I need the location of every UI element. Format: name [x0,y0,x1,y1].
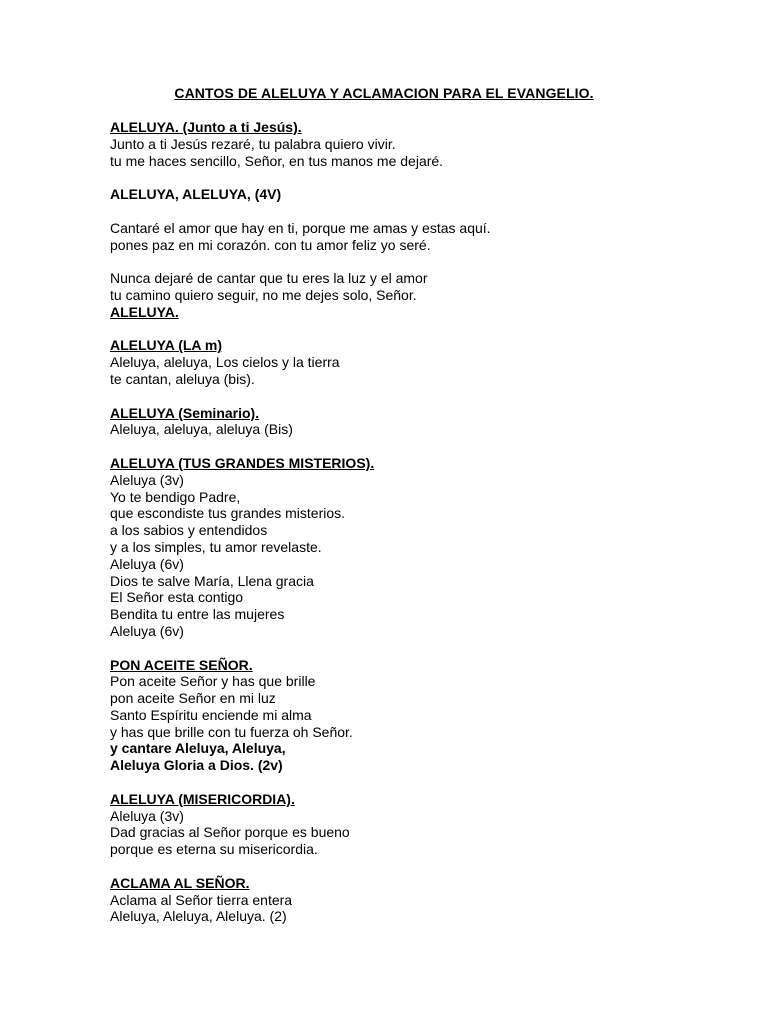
song-line: que escondiste tus grandes misterios. [110,505,346,522]
song-heading: ALELUYA (MISERICORDIA). [110,790,295,807]
document-body [110,119,730,925]
song-line: Dad gracias al Señor porque es bueno [110,824,350,841]
spacer [110,438,730,455]
spacer [110,203,730,220]
song-line: Pon aceite Señor y has que brille [110,673,316,690]
song-line: y a los simples, tu amor revelaste. [110,538,322,555]
song-line: Cantaré el amor que hay en ti, porque me amas y estas aquí. [110,219,491,236]
song-block [110,405,730,439]
song-line: tu me haces sencillo, Señor, en tus manos me dejaré. [110,152,444,169]
song-heading: ACLAMA AL SEÑOR. [110,874,250,891]
refrain-line: y cantare Aleluya, Aleluya, [110,740,286,757]
song-block [110,791,730,858]
song-heading: ALELUYA (TUS GRANDES MISTERIOS). [110,454,375,471]
song-line: Aleluya, Aleluya, Aleluya. (2) [110,908,287,925]
song-line: El Señor esta contigo [110,589,244,606]
song-line: Aleluya (6v) [110,555,184,572]
song-line: Junto a ti Jesús rezaré, tu palabra quiero vivir. [110,135,396,152]
song-line: Aleluya, aleluya, aleluya (Bis) [110,421,293,438]
song-block [110,270,730,320]
song-line: a los sabios y entendidos [110,522,268,539]
song-block [110,455,730,640]
song-line: Yo te bendigo Padre, [110,488,241,505]
song-heading: ALELUYA (LA m) [110,337,222,354]
song-block [110,220,730,254]
song-line: Aleluya (3v) [110,807,184,824]
song-block [110,875,730,925]
spacer [110,253,730,270]
spacer [110,640,730,657]
spacer [110,388,730,405]
song-line: Aclama al Señor tierra entera [110,891,293,908]
spacer [110,169,730,186]
song-line: y has que brille con tu fuerza oh Señor. [110,723,353,740]
song-line: tu camino quiero seguir, no me dejes solo, Señor. [110,286,417,303]
song-line: Aleluya (6v) [110,622,184,639]
refrain-line: Aleluya Gloria a Dios. (2v) [110,757,283,774]
song-line: pones paz en mi corazón. con tu amor feliz yo seré. [110,236,431,253]
song-line: Aleluya, aleluya, Los cielos y la tierra [110,354,340,371]
song-line: porque es eterna su misericordia. [110,841,318,858]
spacer [110,774,730,791]
song-line: Santo Espíritu enciende mi alma [110,706,312,723]
song-heading: ALELUYA (Seminario). [110,404,260,421]
song-block [110,186,730,203]
song-block [110,119,730,169]
song-heading: ALELUYA. (Junto a ti Jesús). [110,119,302,135]
song-line: Nunca dejaré de cantar que tu eres la luz y el amor [110,270,428,287]
song-line: Bendita tu entre las mujeres [110,606,285,623]
song-line: te cantan, aleluya (bis). [110,370,255,387]
song-line: Aleluya (3v) [110,471,184,488]
song-line: pon aceite Señor en mi luz [110,690,276,707]
spacer [110,858,730,875]
song-line: Dios te salve María, Llena gracia [110,572,314,589]
song-closing-heading: ALELUYA. [110,303,179,320]
spacer [110,321,730,338]
song-heading: PON ACEITE SEÑOR. [110,656,253,673]
page-title: CANTOS DE ALELUYA Y ACLAMACION PARA EL EVANGELIO. [174,85,594,101]
refrain-line: ALELUYA, ALELUYA, (4V) [110,186,282,203]
song-block [110,337,730,387]
song-block [110,657,730,775]
